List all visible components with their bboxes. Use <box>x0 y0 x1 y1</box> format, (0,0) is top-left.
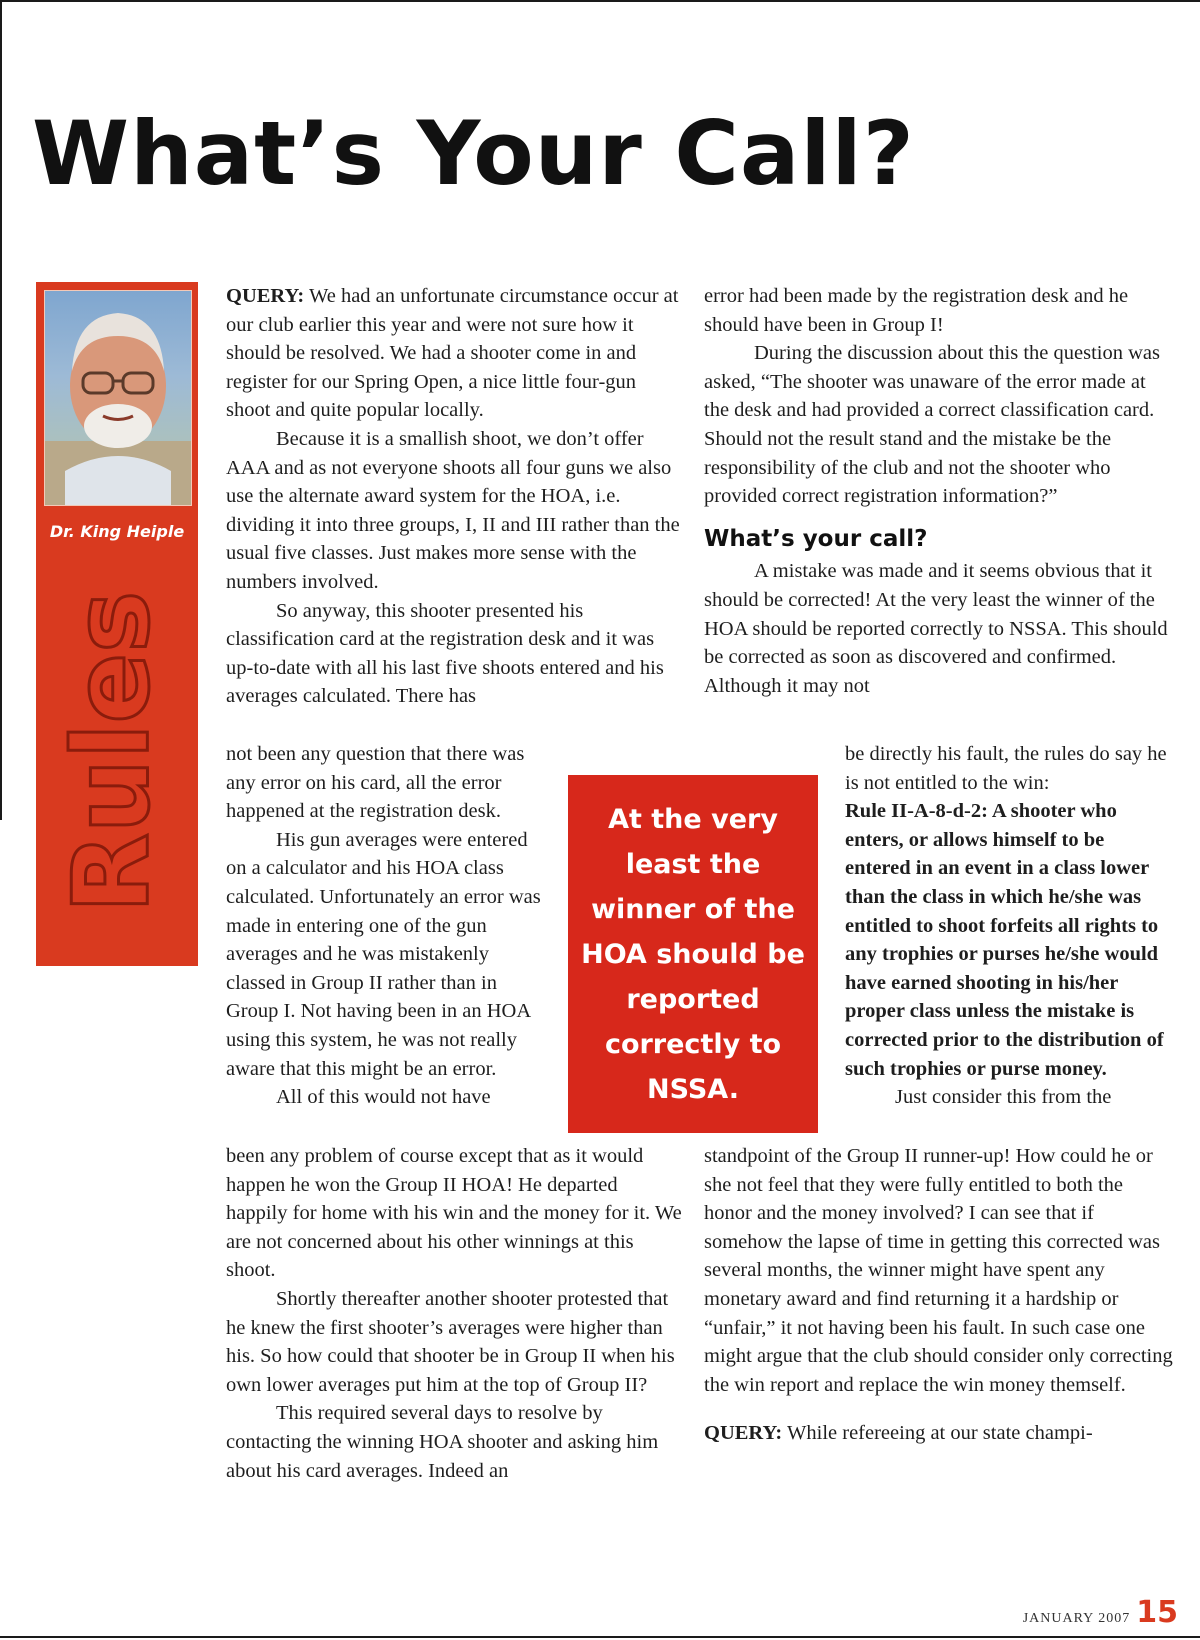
author-name: Dr. King Heiple <box>49 522 185 541</box>
paragraph: During the discussion about this the question was asked, “The shooter was unaware of the error made at the desk and had provided a correct classification card. Should not the result stand and the mistake be the responsibility of the club and not the shooter who provided correct registration information?” <box>704 342 1160 508</box>
left-border <box>0 0 2 820</box>
paragraph: His gun averages were entered on a calculator and his HOA class calculated. Unfortunately an error was made in entering one of the gun averages and he was mistakenly classed in Group II rather than in Group I. Not having been in an HOA using this system, he was not really aware that this might be an error. <box>226 828 541 1080</box>
paragraph: While refereeing at our state champi- <box>787 1422 1093 1445</box>
section-sidebar <box>36 282 198 966</box>
query-label: QUERY: <box>226 285 305 307</box>
page-number: 15 <box>1136 1595 1178 1630</box>
column-2-top <box>704 282 1174 700</box>
paragraph: All of this would not have <box>276 1086 491 1109</box>
pull-quote-text: At the very least the winner of the HOA should be reported correctly to NSSA. <box>581 803 805 1105</box>
footer-date: JANUARY 2007 <box>1022 1611 1131 1626</box>
paragraph: error had been made by the registration desk and he should have been in Group I! <box>704 285 1129 336</box>
top-border <box>0 0 1200 2</box>
column-2-wrap <box>845 740 1175 1112</box>
column-2-bottom <box>704 1142 1174 1448</box>
paragraph: We had an unfortunate circumstance occur at our club earlier this year and were not sure how it should be resolved. We had a shooter come in and register for our Spring Open, a nice little four-gun shoot and quite popular locally. <box>226 285 679 422</box>
pull-quote <box>568 775 818 1133</box>
bottom-border <box>0 1636 1200 1638</box>
paragraph: This required several days to resolve by contacting the winning HOA shooter and asking him about his card averages. Indeed an <box>226 1402 659 1482</box>
column-1-bottom <box>226 1142 682 1485</box>
paragraph: Shortly thereafter another shooter protested that he knew the first shooter’s averages were higher than his. So how could that shooter be in Group II when his own lower averages put him at the top of Group II? <box>226 1287 675 1396</box>
paragraph: standpoint of the Group II runner-up! How could he or she not feel that they were fully entitled to both the honor and the money involved? I can see that if somehow the lapse of time in getting this corrected was several months, the winner might have spent any monetary award and find returning it a hardship or “unfair,” it not having been his fault. In such case one might argue that the club should consider only correcting the win report and replace the win money themself. <box>704 1145 1173 1396</box>
paragraph: been any problem of course except that as it would happen he won the Group II HOA! He departed happily for home with his win and the money for it. We are not concerned about his other winnings at this shoot. <box>226 1145 682 1282</box>
query-label: QUERY: <box>704 1422 783 1445</box>
subheading: What’s your call? <box>704 525 928 552</box>
rule-quote: Rule II-A-8-d-2: A shooter who enters, or allows himself to be entered in an event in a class lower than the class in which he/she was entitled to shoot forfeits all rights to any trophies or purses he/she would have earned shooting in his/her proper class unless the mistake is corrected prior to the distribution of such trophies or purse money. <box>845 800 1164 1080</box>
section-label <box>50 590 174 914</box>
paragraph: Just consider this from the <box>895 1086 1112 1109</box>
column-1-top <box>226 282 682 711</box>
svg-text:Rules: Rules <box>50 590 173 914</box>
paragraph: be directly his fault, the rules do say he is not entitled to the win: <box>845 743 1167 794</box>
page-footer <box>1023 1595 1178 1630</box>
page-title: What’s Your Call? <box>32 102 915 205</box>
paragraph: A mistake was made and it seems obvious that it should be corrected! At the very least the winner of the HOA should be reported correctly to NSSA. This should be corrected as soon as discovered and confirmed. Although it may not <box>704 560 1168 697</box>
paragraph: Because it is a smallish shoot, we don’t offer AAA and as not everyone shoots all four guns we also use the alternate award system for the HOA, i.e. dividing it into three groups, I, II and III rather than the usual five classes. Just makes more sense with the numbers involved. <box>226 427 680 593</box>
column-1-wrap <box>226 740 546 1112</box>
paragraph: not been any question that there was any error on his card, all the error happened at the registration desk. <box>226 743 525 823</box>
paragraph: So anyway, this shooter presented his classification card at the registration desk and it was up-to-date with all his last five shoots entered and his averages calculated. There has <box>226 599 664 708</box>
author-portrait-icon <box>45 291 191 505</box>
author-photo <box>44 290 192 506</box>
